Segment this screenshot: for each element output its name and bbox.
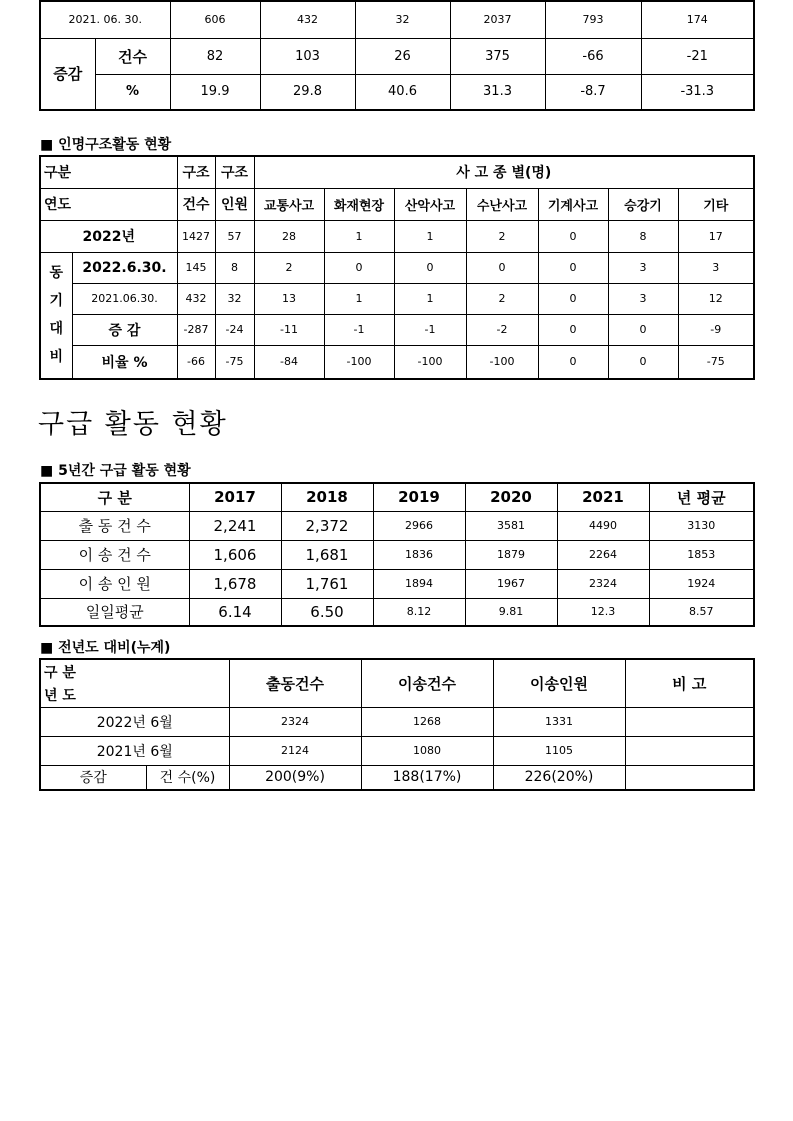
type-header: 교통사고 (254, 188, 324, 220)
value-cell: 8.12 (373, 598, 465, 626)
year-header: 2018 (281, 483, 373, 511)
value-cell: 793 (545, 1, 641, 38)
value-cell: 1331 (493, 707, 625, 736)
value-cell: 145 (177, 252, 215, 283)
remark-cell (625, 765, 754, 790)
value-cell: 6.14 (189, 598, 281, 626)
average-header: 년 평균 (649, 483, 754, 511)
value-cell: 0 (538, 345, 608, 379)
diff-label: 증감 (40, 765, 146, 790)
value-cell: 1 (324, 283, 394, 314)
value-cell: 2 (466, 283, 538, 314)
row-label: 비율 % (72, 345, 177, 379)
value-cell: 1894 (373, 569, 465, 598)
gubun-header: 구 분 (40, 659, 229, 683)
yoy-heading: ■ 전년도 대비(누계) (40, 640, 171, 656)
value-cell: 32 (355, 1, 450, 38)
value-cell: 19.9 (170, 74, 260, 110)
value-cell: 1080 (361, 736, 493, 765)
value-cell: 1,606 (189, 540, 281, 569)
value-cell: 2324 (229, 707, 361, 736)
value-cell: 2264 (557, 540, 649, 569)
value-cell: 28 (254, 220, 324, 252)
value-cell: 2 (466, 220, 538, 252)
value-cell: -2 (466, 314, 538, 345)
value-cell: 9.81 (465, 598, 557, 626)
type-header: 산악사고 (394, 188, 466, 220)
row-label: 2022년 (40, 220, 177, 252)
value-cell: -100 (466, 345, 538, 379)
row-label: 일일평균 (40, 598, 189, 626)
value-cell: -1 (324, 314, 394, 345)
value-cell: 12 (678, 283, 754, 314)
top-stats-table (39, 0, 755, 111)
type-header: 승강기 (608, 188, 678, 220)
section-title: 구급 활동 현황 (38, 409, 228, 440)
value-cell: 1879 (465, 540, 557, 569)
value-cell: 32 (215, 283, 254, 314)
value-cell: -84 (254, 345, 324, 379)
value-cell: 57 (215, 220, 254, 252)
value-cell: 0 (538, 252, 608, 283)
change-group-label: 증감 (40, 38, 95, 110)
accident-type-header: 사 고 종 별(명) (254, 156, 754, 188)
value-cell: 1 (394, 220, 466, 252)
row-label: 2022.6.30. (72, 252, 177, 283)
value-cell: 200(9%) (229, 765, 361, 790)
value-cell: 6.50 (281, 598, 373, 626)
value-cell: 2966 (373, 511, 465, 540)
year-header: 2021 (557, 483, 649, 511)
rescue-count-header-2: 건수 (177, 188, 215, 220)
value-cell: 3 (678, 252, 754, 283)
five-year-heading: ■ 5년간 구급 활동 현황 (40, 463, 191, 479)
value-cell: 3130 (649, 511, 754, 540)
value-cell: 174 (641, 1, 754, 38)
date-cell: 2021. 06. 30. (40, 1, 170, 38)
value-cell: 3581 (465, 511, 557, 540)
value-cell: -1 (394, 314, 466, 345)
value-cell: 2124 (229, 736, 361, 765)
transport-header: 이송건수 (361, 659, 493, 707)
remarks-header: 비 고 (625, 659, 754, 707)
value-cell: 1 (324, 220, 394, 252)
value-cell: -75 (215, 345, 254, 379)
rescue-people-header-2: 인원 (215, 188, 254, 220)
value-cell: 3 (608, 283, 678, 314)
value-cell: 0 (538, 283, 608, 314)
value-cell: 1268 (361, 707, 493, 736)
patients-header: 이송인원 (493, 659, 625, 707)
year-header: 2019 (373, 483, 465, 511)
value-cell: 40.6 (355, 74, 450, 110)
value-cell: 0 (394, 252, 466, 283)
diff-sub-label: 건 수(%) (146, 765, 229, 790)
value-cell: -287 (177, 314, 215, 345)
remark-cell (625, 736, 754, 765)
value-cell: 26 (355, 38, 450, 74)
row-label: 증 감 (72, 314, 177, 345)
value-cell: 375 (450, 38, 545, 74)
gubun-header: 구분 (40, 156, 177, 188)
value-cell: -8.7 (545, 74, 641, 110)
value-cell: 31.3 (450, 74, 545, 110)
value-cell: 17 (678, 220, 754, 252)
value-cell: -75 (678, 345, 754, 379)
type-header: 기타 (678, 188, 754, 220)
row-label: 출 동 건 수 (40, 511, 189, 540)
compare-vertical-label: 동 기 대 비 (40, 252, 72, 379)
value-cell: -66 (177, 345, 215, 379)
value-cell: -100 (394, 345, 466, 379)
value-cell: 0 (324, 252, 394, 283)
row-label: 2021.06.30. (72, 283, 177, 314)
year-header: 2020 (465, 483, 557, 511)
rescue-people-header: 구조 (215, 156, 254, 188)
value-cell: 0 (608, 314, 678, 345)
year-header: 연도 (40, 188, 177, 220)
rescue-heading: ■ 인명구조활동 현황 (40, 137, 172, 153)
value-cell: 1924 (649, 569, 754, 598)
type-header: 수난사고 (466, 188, 538, 220)
value-cell: 0 (608, 345, 678, 379)
value-cell: 0 (538, 314, 608, 345)
value-cell: 606 (170, 1, 260, 38)
value-cell: 12.3 (557, 598, 649, 626)
value-cell: 1105 (493, 736, 625, 765)
value-cell: 103 (260, 38, 355, 74)
row-label: 2022년 6월 (40, 707, 229, 736)
value-cell: 0 (466, 252, 538, 283)
value-cell: 1,681 (281, 540, 373, 569)
value-cell: 4490 (557, 511, 649, 540)
value-cell: 1,678 (189, 569, 281, 598)
value-cell: 3 (608, 252, 678, 283)
value-cell: 0 (538, 220, 608, 252)
value-cell: 82 (170, 38, 260, 74)
remark-cell (625, 707, 754, 736)
value-cell: 1967 (465, 569, 557, 598)
value-cell: 2037 (450, 1, 545, 38)
five-year-table (39, 482, 755, 627)
value-cell: 1836 (373, 540, 465, 569)
year-header: 년 도 (40, 683, 229, 707)
gubun-header: 구 분 (40, 483, 189, 511)
percent-label: % (95, 74, 170, 110)
value-cell: 2,372 (281, 511, 373, 540)
value-cell: 1853 (649, 540, 754, 569)
row-label: 이 송 인 원 (40, 569, 189, 598)
value-cell: -24 (215, 314, 254, 345)
value-cell: 2 (254, 252, 324, 283)
value-cell: 2324 (557, 569, 649, 598)
value-cell: 226(20%) (493, 765, 625, 790)
value-cell: 2,241 (189, 511, 281, 540)
value-cell: 8.57 (649, 598, 754, 626)
value-cell: -31.3 (641, 74, 754, 110)
value-cell: -100 (324, 345, 394, 379)
value-cell: 188(17%) (361, 765, 493, 790)
value-cell: 1 (394, 283, 466, 314)
type-header: 화재현장 (324, 188, 394, 220)
value-cell: 432 (177, 283, 215, 314)
dispatch-header: 출동건수 (229, 659, 361, 707)
yoy-table (39, 658, 755, 791)
value-cell: -21 (641, 38, 754, 74)
value-cell: -66 (545, 38, 641, 74)
value-cell: 29.8 (260, 74, 355, 110)
type-header: 기계사고 (538, 188, 608, 220)
count-label: 건수 (95, 38, 170, 74)
rescue-table (39, 155, 755, 380)
value-cell: -9 (678, 314, 754, 345)
value-cell: -11 (254, 314, 324, 345)
row-label: 2021년 6월 (40, 736, 229, 765)
value-cell: 8 (215, 252, 254, 283)
value-cell: 1427 (177, 220, 215, 252)
rescue-count-header: 구조 (177, 156, 215, 188)
row-label: 이 송 건 수 (40, 540, 189, 569)
value-cell: 432 (260, 1, 355, 38)
value-cell: 13 (254, 283, 324, 314)
value-cell: 8 (608, 220, 678, 252)
value-cell: 1,761 (281, 569, 373, 598)
year-header: 2017 (189, 483, 281, 511)
